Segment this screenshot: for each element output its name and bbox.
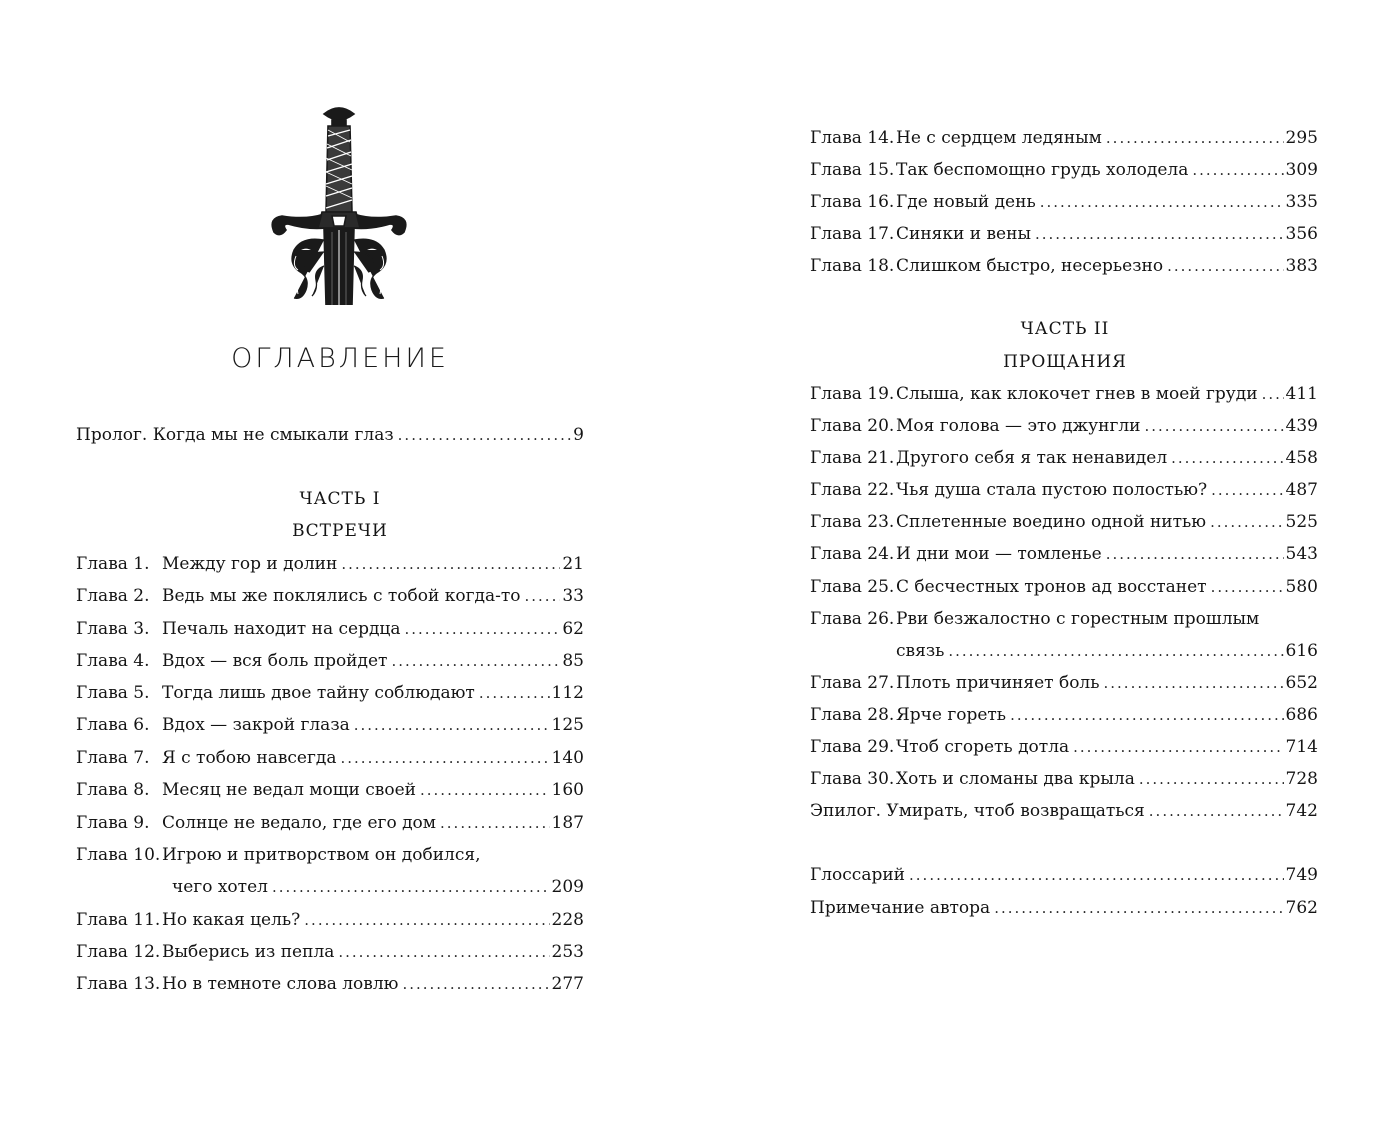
toc-entry-chapter-13[interactable]: Глава 13. Но в темноте слова ловлю ..... 277 bbox=[76, 970, 584, 998]
toc-entry-chapter-3[interactable]: Глава 3. Печаль находит на сердца ..... 62 bbox=[76, 615, 584, 643]
toc-entry-chapter-5[interactable]: Глава 5. Тогда лишь двое тайну соблюдают ..... 112 bbox=[76, 679, 584, 707]
toc-entry-chapter-17[interactable]: Глава 17. Синяки и вены ..... 356 bbox=[810, 220, 1318, 248]
toc-entry-chapter-29[interactable]: Глава 29. Чтоб сгореть дотла ..... 714 bbox=[810, 733, 1318, 761]
toc-entry-chapter-10[interactable]: Глава 10.Игрою и притворством он добился, bbox=[76, 845, 481, 865]
toc-entry-chapter-7[interactable]: Глава 7. Я с тобою навсегда ..... 140 bbox=[76, 744, 584, 772]
toc-entry-glossary[interactable]: Глоссарий ..... 749 bbox=[810, 861, 1318, 889]
toc-entry-chapter-14[interactable]: Глава 14. Не с сердцем ледяным ..... 295 bbox=[810, 124, 1318, 152]
toc-entry-chapter-4[interactable]: Глава 4. Вдох — вся боль пройдет ..... 85 bbox=[76, 647, 584, 675]
toc-entry-chapter-16[interactable]: Глава 16. Где новый день ..... 335 bbox=[810, 188, 1318, 216]
part-1-heading: ЧАСТЬ I bbox=[299, 489, 381, 509]
toc-entry-chapter-9[interactable]: Глава 9. Солнце не ведало, где его дом ..... 187 bbox=[76, 809, 584, 837]
toc-entry-chapter-30[interactable]: Глава 30. Хоть и сломаны два крыла ..... 728 bbox=[810, 765, 1318, 793]
toc-entry-chapter-15[interactable]: Глава 15. Так беспомощно грудь холодела ..... 309 bbox=[810, 156, 1318, 184]
toc-entry-epilogue[interactable]: Эпилог. Умирать, чтоб возвращаться ..... 742 bbox=[810, 797, 1318, 825]
toc-entry-chapter-27[interactable]: Глава 27. Плоть причиняет боль ..... 652 bbox=[810, 669, 1318, 697]
toc-entry-chapter-26-cont[interactable]: связь ..... 616 bbox=[896, 637, 1318, 665]
toc-entry-chapter-19[interactable]: Глава 19. Слыша, как клокочет гнев в моей груди ..... 411 bbox=[810, 380, 1318, 408]
toc-entry-chapter-21[interactable]: Глава 21. Другого себя я так ненавидел ..... 458 bbox=[810, 444, 1318, 472]
toc-entry-chapter-20[interactable]: Глава 20. Моя голова — это джунгли ..... 439 bbox=[810, 412, 1318, 440]
toc-entry-chapter-11[interactable]: Глава 11. Но какая цель? ..... 228 bbox=[76, 906, 584, 934]
toc-entry-chapter-6[interactable]: Глава 6. Вдох — закрой глаза ..... 125 bbox=[76, 711, 584, 739]
toc-entry-prologue[interactable]: Пролог. Когда мы не смыкали глаз ..... 9 bbox=[76, 421, 584, 449]
toc-entry-chapter-2[interactable]: Глава 2. Ведь мы же поклялись с тобой когда-то ..... 33 bbox=[76, 582, 584, 610]
part-1-subtitle: ВСТРЕЧИ bbox=[292, 521, 388, 541]
toc-entry-chapter-1[interactable]: Глава 1. Между гор и долин ..... 21 bbox=[76, 550, 584, 578]
toc-entry-chapter-28[interactable]: Глава 28. Ярче гореть ..... 686 bbox=[810, 701, 1318, 729]
toc-entry-chapter-10-cont[interactable]: чего хотел ..... 209 bbox=[172, 873, 584, 901]
part-2-subtitle: ПРОЩАНИЯ bbox=[1003, 352, 1127, 372]
toc-entry-chapter-18[interactable]: Глава 18. Слишком быстро, несерьезно ..... 383 bbox=[810, 252, 1318, 280]
page-title: ОГЛАВЛЕНИЕ bbox=[231, 343, 449, 374]
toc-entry-chapter-24[interactable]: Глава 24. И дни мои — томленье ..... 543 bbox=[810, 540, 1318, 568]
part-2-heading: ЧАСТЬ II bbox=[1020, 319, 1110, 339]
toc-entry-chapter-23[interactable]: Глава 23. Сплетенные воедино одной нитью ..... 525 bbox=[810, 508, 1318, 536]
toc-entry-chapter-8[interactable]: Глава 8. Месяц не ведал мощи своей ..... 160 bbox=[76, 776, 584, 804]
toc-entry-chapter-26[interactable]: Глава 26.Рви безжалостно с горестным прошлым bbox=[810, 609, 1260, 629]
toc-entry-author-note[interactable]: Примечание автора ..... 762 bbox=[810, 894, 1318, 922]
toc-entry-chapter-12[interactable]: Глава 12. Выберись из пепла ..... 253 bbox=[76, 938, 584, 966]
toc-entry-chapter-22[interactable]: Глава 22. Чья душа стала пустою полостью? ..... 487 bbox=[810, 476, 1318, 504]
toc-entry-chapter-25[interactable]: Глава 25. С бесчестных тронов ад восстанет ..... 580 bbox=[810, 573, 1318, 601]
